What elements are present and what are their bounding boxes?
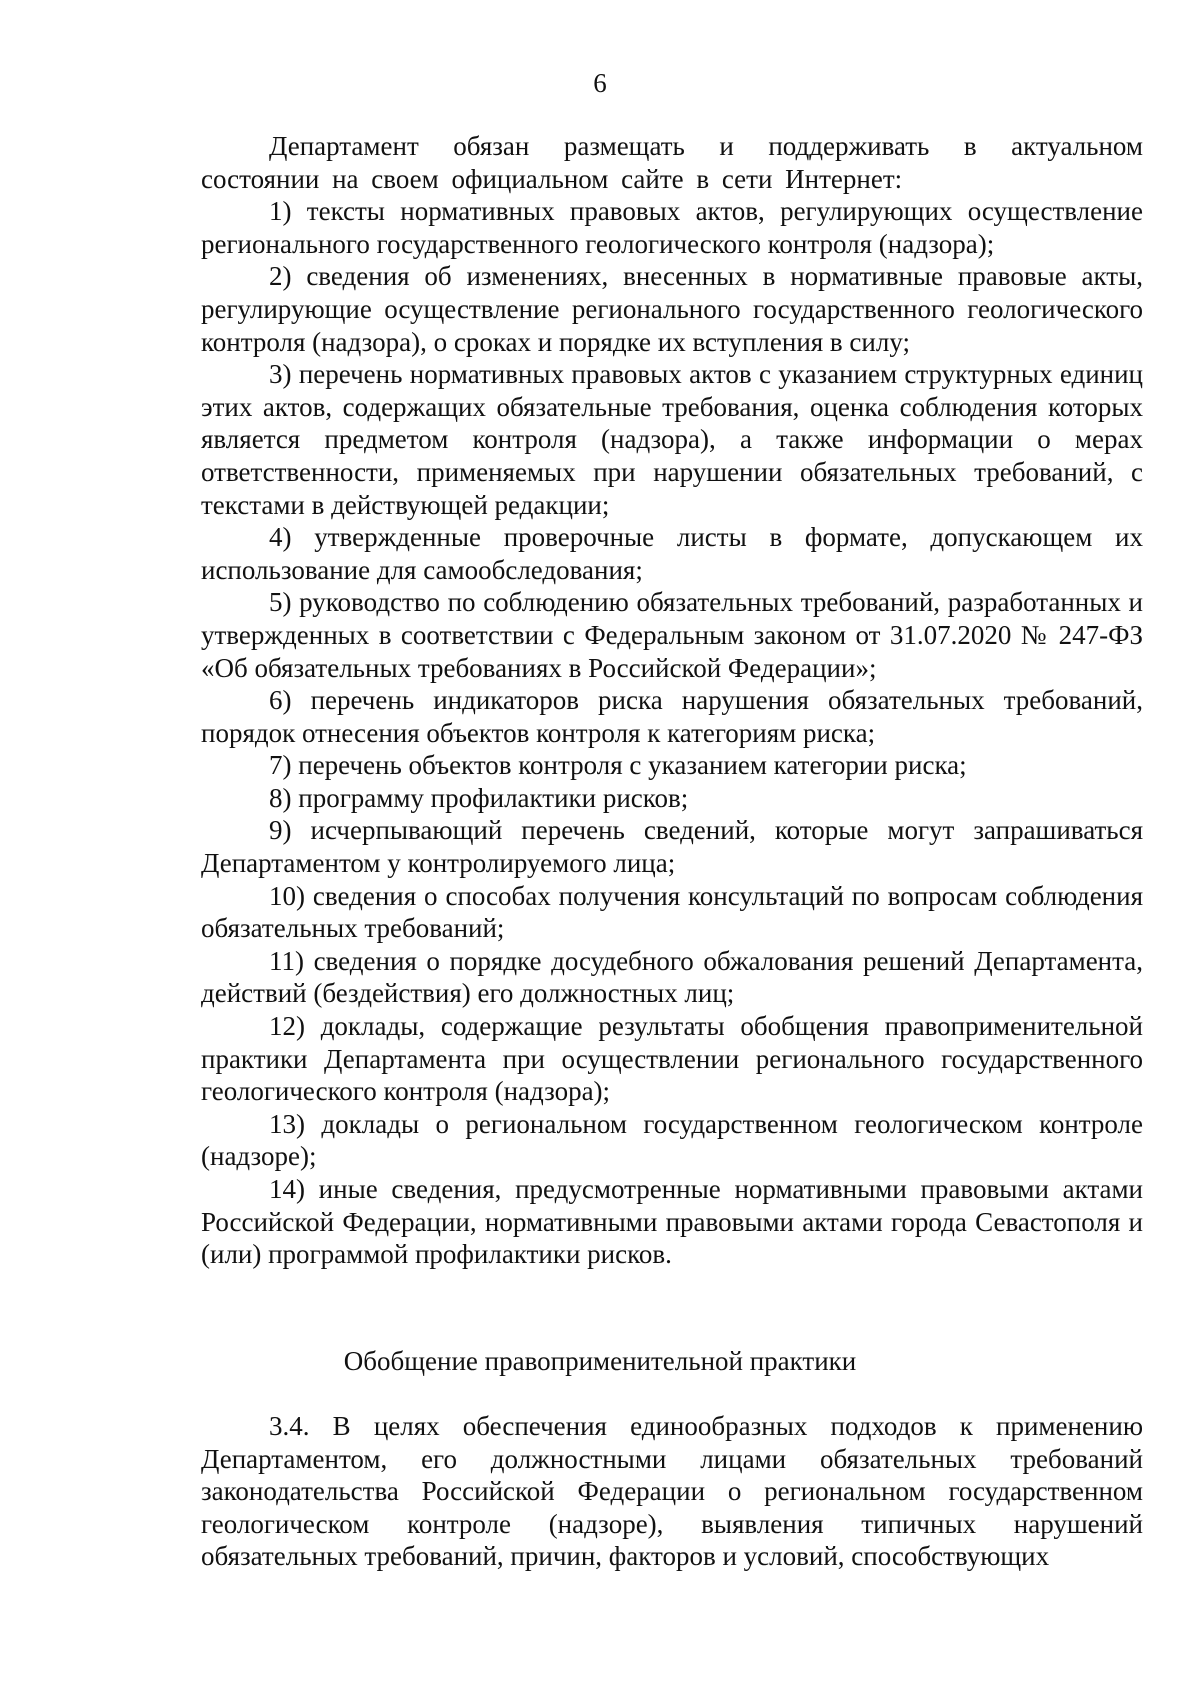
list-item: 10) сведения о способах получения консультаций по вопросам соблюдения обязательных требований;: [201, 880, 1143, 944]
list-item: 2) сведения об изменениях, внесенных в нормативные правовые акты, регулирующие осуществление регионального государственного геологического контроля (надзора), о сроках и порядке их вступления в силу;: [201, 261, 1143, 357]
list-item: 4) утвержденные проверочные листы в формате, допускающем их использование для самообследования;: [201, 522, 1143, 585]
intro-paragraph: Департамент обязан размещать и поддерживать в актуальном состоянии на своем официальном сайте в сети Интернет:: [201, 131, 1143, 194]
list-item: 5) руководство по соблюдению обязательных требований, разработанных и утвержденных в соответствии с Федеральным законом от 31.07.2020 № 247-ФЗ «Об обязательных требованиях в Российской Федерации»;: [201, 587, 1143, 683]
intro-paragraph-wrap: [201, 130, 1143, 195]
section-paragraph: 3.4. В целях обеспечения единообразных подходов к применению Департаментом, его должностными лицами обязательных требований законодательства Российской Федерации о региональном государственном геологическом контроле (надзоре), выявления типичных нарушений обязательных требований, причин, факторов и условий, способствующих: [201, 1411, 1143, 1572]
section-body: [201, 1410, 1143, 1573]
list-item: 13) доклады о региональном государственном геологическом контроле (надзоре);: [201, 1108, 1143, 1172]
list-item: 14) иные сведения, предусмотренные нормативными правовыми актами Российской Федерации, нормативными правовыми актами города Севастополя и (или) программой профилактики рисков.: [201, 1174, 1143, 1270]
list-item: 9) исчерпывающий перечень сведений, которые могут запрашиваться Департаментом у контролируемого лица;: [201, 815, 1143, 879]
publication-list-section: [201, 130, 1143, 1271]
list-item: 7) перечень объектов контроля с указанием категории риска;: [269, 750, 967, 781]
section-heading: Обобщение правоприменительной практики: [343, 1346, 857, 1376]
list-item: 11) сведения о порядке досудебного обжалования решений Департамента, действий (бездействия) его должностных лиц;: [201, 945, 1143, 1009]
list-item: 12) доклады, содержащие результаты обобщения правоприменительной практики Департамента при осуществлении регионального государственного геологического контроля (надзора);: [201, 1011, 1143, 1107]
list-item: 8) программу профилактики рисков;: [269, 782, 689, 813]
page-number: 6: [593, 68, 607, 98]
list-item: 6) перечень индикаторов риска нарушения обязательных требований, порядок отнесения объектов контроля к категориям риска;: [201, 685, 1143, 748]
list-item: 3) перечень нормативных правовых актов с указанием структурных единиц этих актов, содержащих обязательные требования, оценка соблюдения которых является предметом контроля (надзора), а также информации о мерах ответственности, применяемых при нарушении обязательных требований, с текстами в действующей редакции;: [201, 359, 1143, 520]
list-item: 1) тексты нормативных правовых актов, регулирующих осуществление регионального государственного геологического контроля (надзора);: [201, 196, 1143, 259]
